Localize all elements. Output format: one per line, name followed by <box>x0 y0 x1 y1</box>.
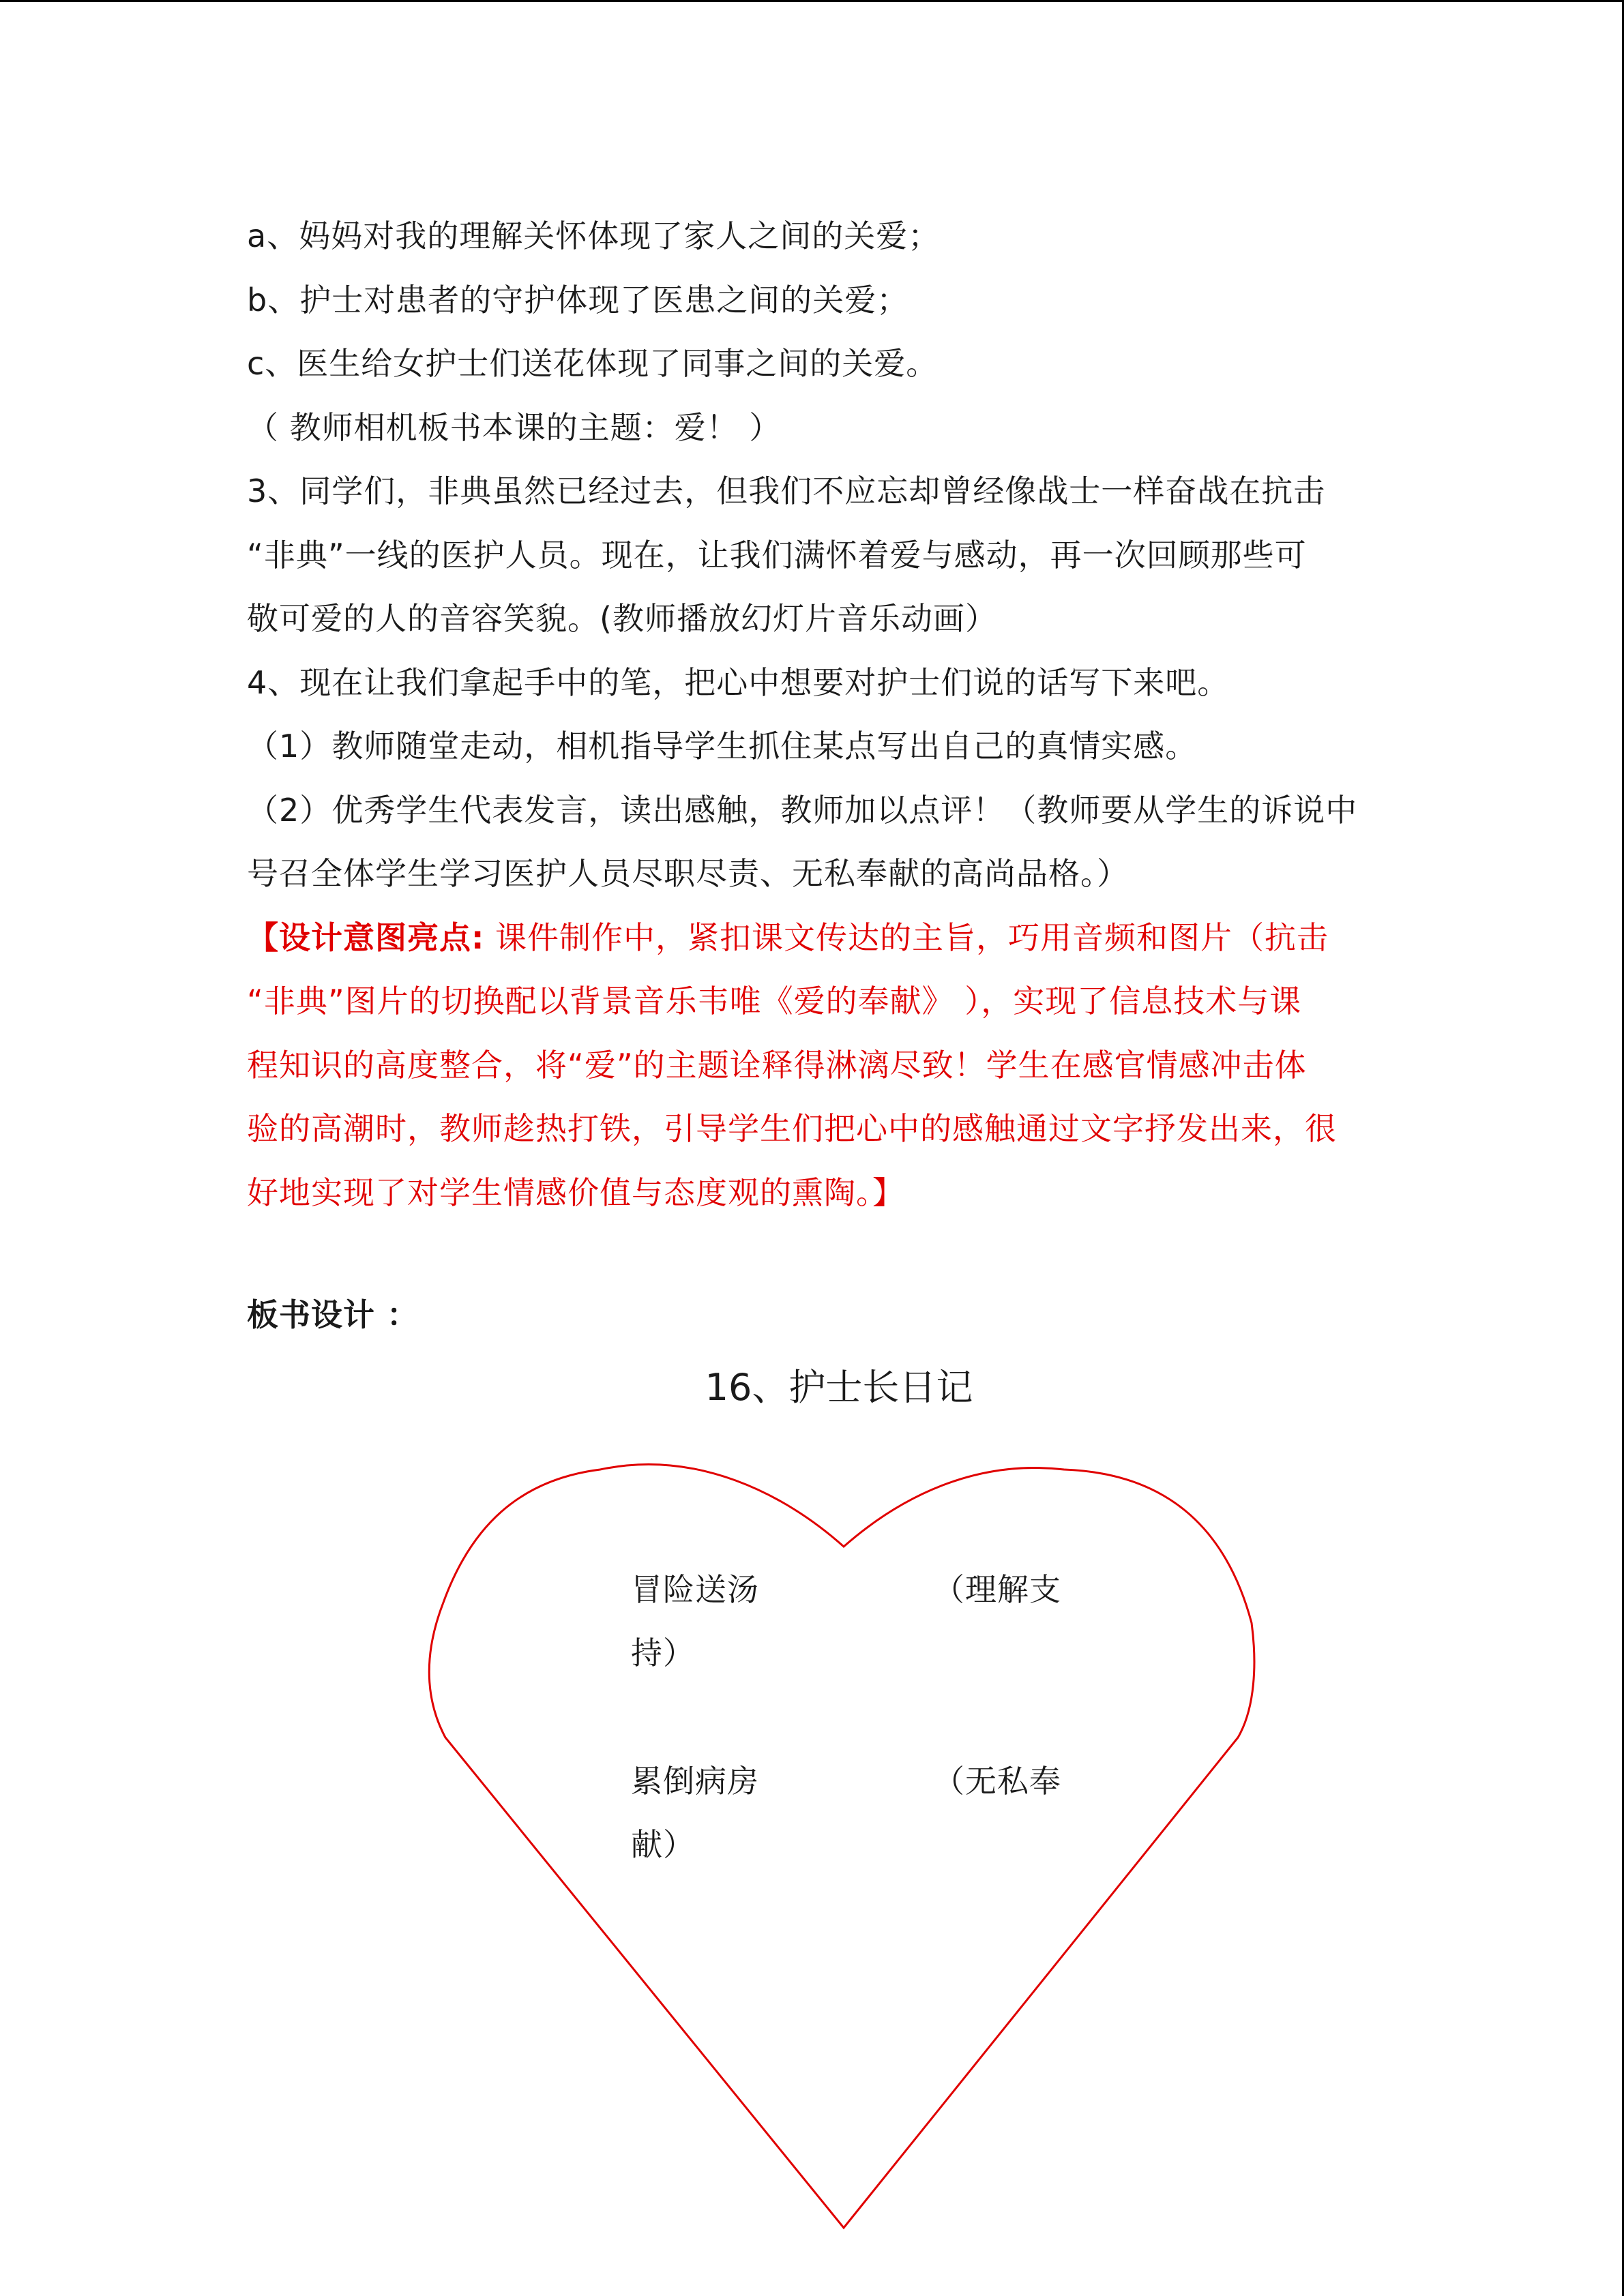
paragraph-line: （2）优秀学生代表发言，读出感触，教师加以点评！（教师要从学生的诉说中 <box>247 791 1358 829</box>
paragraph-line: 号召全体学生学习医护人员尽职尽责、无私奉献的高尚品格。） <box>247 855 1129 892</box>
board-meaning-continued: 献） <box>631 1826 695 1863</box>
highlight-first-line <box>247 906 1379 970</box>
board-meaning-continued: 持） <box>631 1635 695 1671</box>
lesson-body <box>247 205 1379 1225</box>
design-highlight-note <box>247 906 1379 1225</box>
highlight-line: 验的高潮时，教师趁热打铁，引导学生们把心中的感触通过文字抒发出来，很 <box>247 1110 1337 1147</box>
heart-path <box>429 1465 1254 2228</box>
board-event: 累倒病房 <box>631 1763 759 1800</box>
board-event: 冒险送汤 <box>631 1571 759 1608</box>
paragraph-line: 敬可爱的人的音容笑貌。(教师播放幻灯片音乐动画） <box>247 600 997 637</box>
board-title: 16、护士长日记 <box>705 1366 973 1409</box>
paragraph-line: c、医生给女护士们送花体现了同事之间的关爱。 <box>247 345 939 382</box>
paragraph-line: a、妈妈对我的理解关怀体现了家人之间的关爱； <box>247 218 941 254</box>
highlight-text: 课件制作中，紧扣课文传达的主旨，巧用音频和图片（抗击 <box>484 919 1329 956</box>
highlight-label: 【设计意图亮点: <box>247 919 485 956</box>
board-meaning: （理解支 <box>933 1571 1061 1608</box>
page-top-border <box>0 0 1624 2</box>
paragraph-line: b、护士对患者的守护体现了医患之间的关爱； <box>247 281 909 318</box>
paragraph-line: （ 教师相机板书本课的主题：爱！ ） <box>247 408 782 446</box>
highlight-line: 好地实现了对学生情感价值与态度观的熏陶。】 <box>247 1174 904 1211</box>
paragraph-line: （1）教师随堂走动，相机指导学生抓住某点写出自己的真情实感。 <box>247 728 1198 764</box>
highlight-line: 程知识的高度整合，将“爱”的主题诠释得淋漓尽致！学生在感官情感冲击体 <box>247 1046 1307 1084</box>
paragraph-line: “非典”一线的医护人员。现在，让我们满怀着爱与感动，再一次回顾那些可 <box>247 536 1307 573</box>
paragraph-line: 4、现在让我们拿起手中的笔，把心中想要对护士们说的话写下来吧。 <box>247 664 1230 701</box>
board-meaning: （无私奉 <box>933 1763 1061 1800</box>
board-design-label: 板书设计 ： <box>247 1296 419 1333</box>
highlight-line: “非典”图片的切换配以背景音乐韦唯《爱的奉献》 ），实现了信息技术与课 <box>247 983 1302 1019</box>
paragraph-line: 3、同学们，非典虽然已经过去，但我们不应忘却曾经像战士一样奋战在抗击 <box>247 473 1326 509</box>
